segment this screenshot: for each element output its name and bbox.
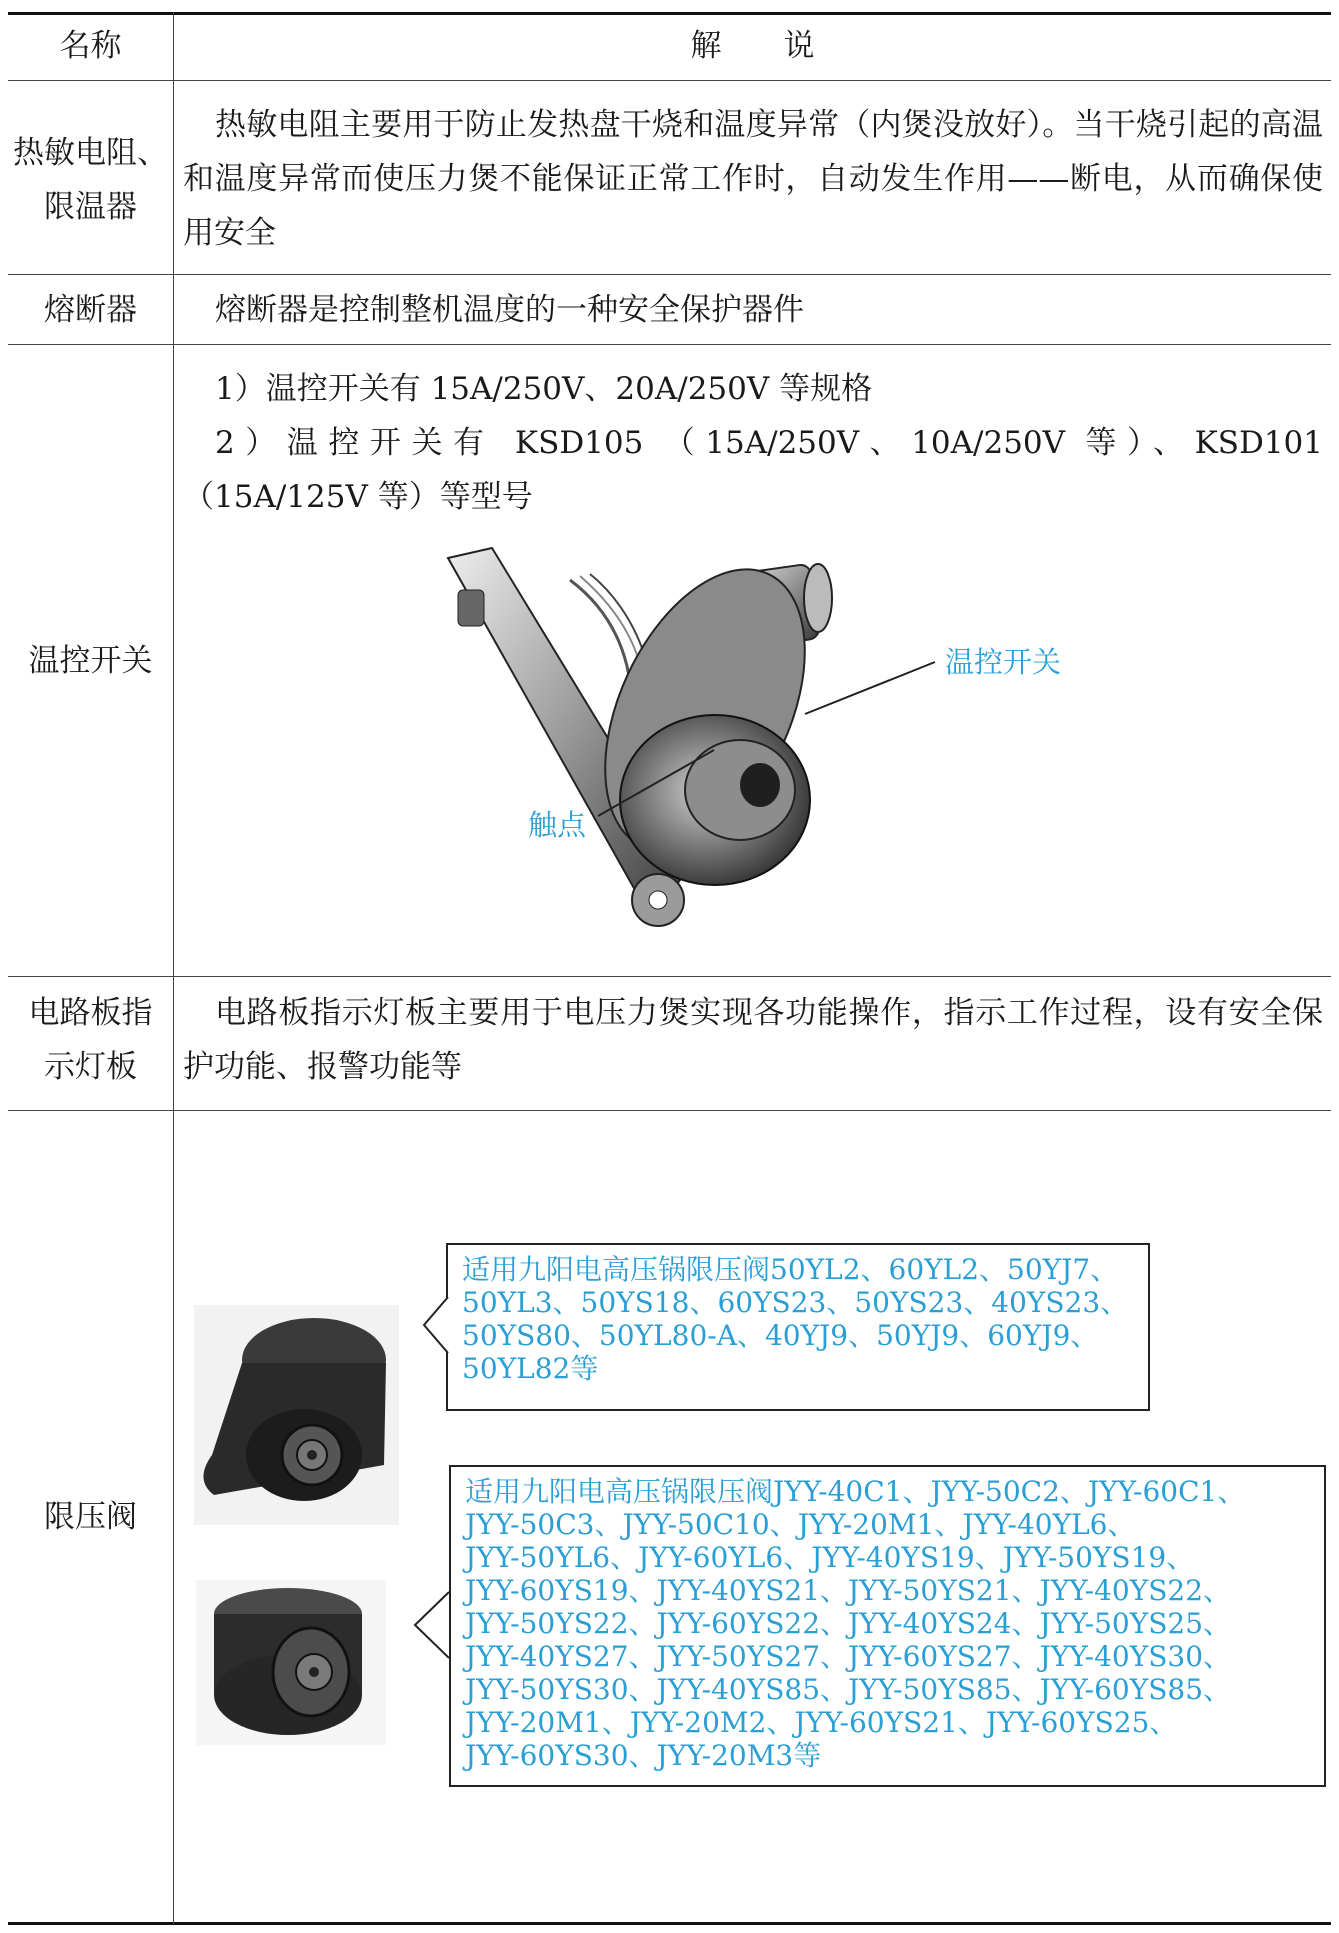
header-rule [8,80,1331,81]
callout-line: JYY-60YS30、JYY-20M3等 [465,1739,822,1772]
header-description: 解 说 [690,28,815,64]
desc-paragraph: 熔断器是控制整机温度的一种安全保护器件 [215,292,804,328]
callout-line: JYY-50C3、JYY-50C10、JYY-20M1、JYY-40YL6、 [465,1508,1136,1541]
row-name-line: 电路板指 [28,995,153,1031]
table-top-rule [8,12,1331,15]
thermostat-leader-lines [0,640,1339,940]
callout-pointer-2 [411,1590,451,1660]
desc-paragraph: 电路板指示灯板主要用于电压力煲实现各功能操作，指示工作过程，设有安全保护功能、报警功能等 [183,995,1323,1085]
callout-line: 适用九阳电高压锅限压阀50YL2、60YL2、50YJ7、 [462,1253,1119,1286]
row-name-line: 熔断器 [44,292,137,328]
desc-line: 1）温控开关有 15A/250V、20A/250V 等规格 [215,371,873,407]
callout-valve-models-2 [449,1465,1326,1787]
table-bottom-rule [8,1922,1331,1925]
row-name-pressure-valve [8,1490,173,1544]
row-name-line: 限温器 [44,189,137,225]
label-thermostat-switch: 温控开关 [945,645,1062,679]
callout-line: JYY-60YS19、JYY-40YS21、JYY-50YS21、JYY-40YS22、 [465,1574,1232,1607]
row-desc-thermostat [183,362,1323,524]
row-name-circuit-board [8,986,173,1094]
callout-pointer-1 [420,1295,450,1355]
header-name: 名称 [59,28,122,64]
row-desc-fuse [183,283,1323,337]
desc-paragraph: 热敏电阻主要用于防止发热盘干烧和温度异常（内煲没放好）。当干烧引起的高温和温度异常而使压力煲不能保证正常工作时，自动发生作用——断电，从而确保使用安全 [183,107,1323,251]
desc-line: 2）温控开关有 KSD105 （15A/250V、10A/250V 等）、KSD101 （15A/125V 等）等型号 [183,425,1323,515]
row-rule-2 [8,344,1331,345]
label-contact: 触点 [528,808,587,842]
pressure-valve-photo-1 [194,1305,399,1525]
row-name-thermistor [8,126,173,234]
row-rule-3 [8,976,1331,977]
row-name-fuse [8,283,173,337]
row-name-line: 温控开关 [28,643,153,679]
callout-line: 50YL82等 [462,1352,599,1385]
callout-line: JYY-50YS30、JYY-40YS85、JYY-50YS85、JYY-60YS85、 [465,1673,1232,1706]
row-name-line: 热敏电阻、 [13,135,168,171]
callout-line: JYY-50YL6、JYY-60YL6、JYY-40YS19、JYY-50YS19、 [465,1541,1195,1574]
callout-line: JYY-20M1、JYY-20M2、JYY-60YS21、JYY-60YS25、 [465,1706,1178,1739]
pressure-valve-photo-2 [196,1580,386,1745]
row-rule-1 [8,274,1331,275]
row-desc-thermistor [183,98,1323,260]
callout-line: JYY-50YS22、JYY-60YS22、JYY-40YS24、JYY-50YS25、 [465,1607,1232,1640]
row-name-line: 限压阀 [44,1499,137,1535]
row-desc-circuit-board [183,986,1323,1094]
callout-valve-models-1 [446,1243,1150,1411]
callout-line: 适用九阳电高压锅限压阀JYY-40C1、JYY-50C2、JYY-60C1、 [465,1475,1246,1508]
row-rule-4 [8,1110,1331,1111]
callout-line: JYY-40YS27、JYY-50YS27、JYY-60YS27、JYY-40YS30、 [465,1640,1232,1673]
column-divider [173,12,174,1924]
callout-line: 50YL3、50YS18、60YS23、50YS23、40YS23、 [462,1286,1129,1319]
callout-line: 50YS80、50YL80-A、40YJ9、50YJ9、60YJ9、 [462,1319,1099,1352]
row-name-line: 示灯板 [44,1049,137,1085]
